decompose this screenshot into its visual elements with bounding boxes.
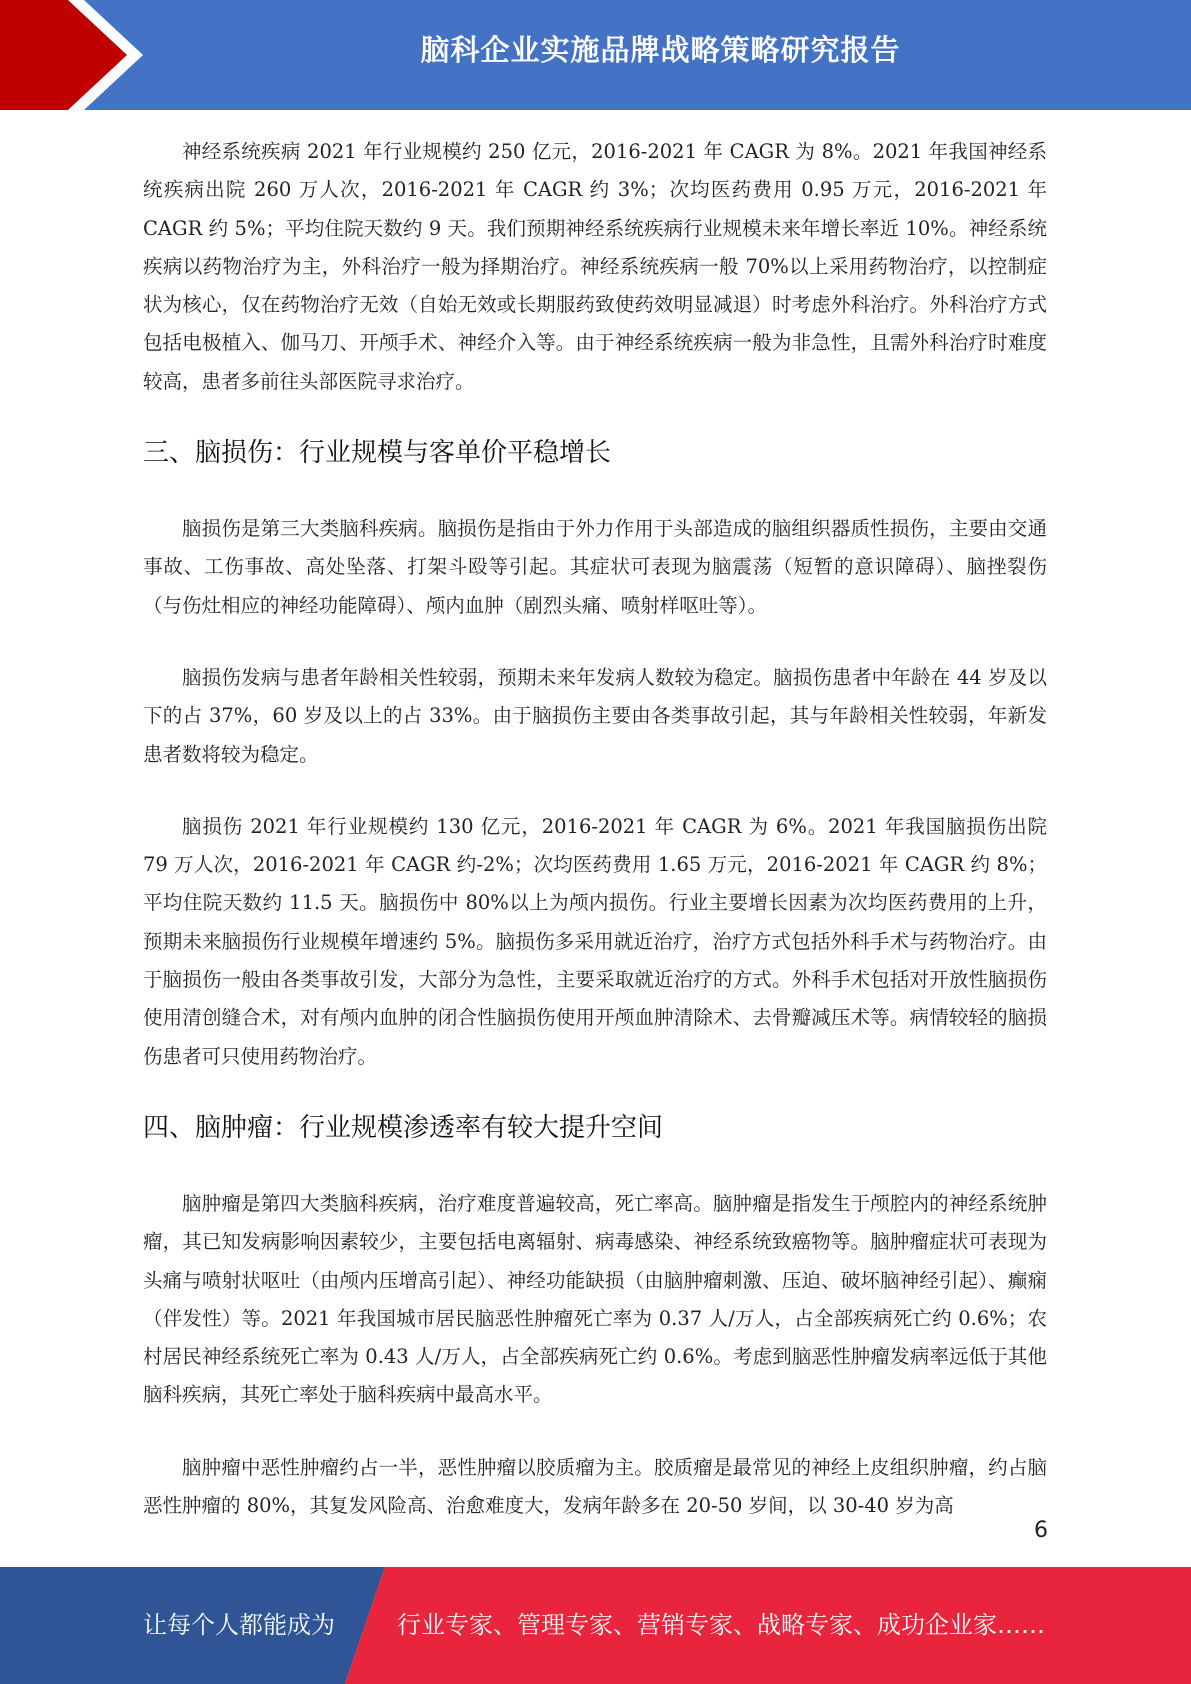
header-arrow-decoration [0, 0, 160, 110]
page-content [143, 133, 1047, 1525]
paragraph-neuro-market: 神经系统疾病 2021 年行业规模约 250 亿元，2016-2021 年 CAGR 为 8%。2021 年我国神经系统疾病出院 260 万人次，2016-2021 年 CAGR 约 3%；次均医药费用 0.95 万元，2016-2021 年 CAGR 约 5%；平均住院天数约 9 天。我们预期神经系统疾病行业规模未来年增长率近 10%。神经系统疾病以药物治疗为主，外科治疗一般为择期治疗。神经系统疾病一般 70%以上采用药物治疗，以控制症状为核心，仅在药物治疗无效（自始无效或长期服药致使药效明显减退）时考虑外科治疗。外科治疗方式包括电极植入、伽马刀、开颅手术、神经介入等。由于神经系统疾病一般为非急性，且需外科治疗时难度较高，患者多前往头部医院寻求治疗。 [143, 140, 1047, 393]
footer-banner [0, 1567, 1191, 1684]
paragraph-brain-injury-age: 脑损伤发病与患者年龄相关性较弱，预期未来年发病人数较为稳定。脑损伤患者中年龄在 44 岁及以下的占 37%，60 岁及以上的占 33%。由于脑损伤主要由各类事故引起，其与年龄相关性较弱，年新发患者数将较为稳定。 [143, 665, 1047, 766]
footer-slogan-left: 让每个人都能成为 [143, 1611, 335, 1639]
paragraph-brain-tumor-glioma: 脑肿瘤中恶性肿瘤约占一半，恶性肿瘤以胶质瘤为主。胶质瘤是最常见的神经上皮组织肿瘤，约占脑恶性肿瘤的 80%，其复发风险高、治愈难度大，发病年龄多在 20-50 岁间，以 30-40 岁为高 [143, 1455, 1047, 1518]
paragraph-brain-tumor-intro: 脑肿瘤是第四大类脑科疾病，治疗难度普遍较高，死亡率高。脑肿瘤是指发生于颅腔内的神经系统肿瘤，其已知发病影响因素较少，主要包括电离辐射、病毒感染、神经系统致癌物等。脑肿瘤症状可表现为头痛与喷射状呕吐（由颅内压增高引起）、神经功能缺损（由脑肿瘤刺激、压迫、破坏脑神经引起）、癫痫（伴发性）等。2021 年我国城市居民脑恶性肿瘤死亡率为 0.37 人/万人，占全部疾病死亡约 0.6%；农村居民神经系统死亡率为 0.43 人/万人，占全部疾病死亡约 0.6%。考虑到脑恶性肿瘤发病率远低于其他脑科疾病，其死亡率处于脑科疾病中最高水平。 [143, 1191, 1047, 1407]
section-heading-brain-tumor: 四、脑肿瘤：行业规模渗透率有较大提升空间 [143, 1112, 664, 1143]
section-heading-brain-injury: 三、脑损伤：行业规模与客单价平稳增长 [143, 438, 612, 469]
report-title: 脑科企业实施品牌战略策略研究报告 [420, 33, 901, 67]
page-number: 6 [1034, 1518, 1048, 1543]
header-bar [0, 0, 1191, 110]
paragraph-brain-injury-intro: 脑损伤是第三大类脑科疾病。脑损伤是指由于外力作用于头部造成的脑组织器质性损伤，主要由交通事故、工伤事故、高处坠落、打架斗殴等引起。其症状可表现为脑震荡（短暂的意识障碍）、脑挫裂伤（与伤灶相应的神经功能障碍）、颅内血肿（剧烈头痛、喷射样呕吐等）。 [143, 517, 1047, 617]
footer-slogan-right: 行业专家、管理专家、营销专家、战略专家、成功企业家…… [397, 1611, 1045, 1639]
paragraph-brain-injury-market: 脑损伤 2021 年行业规模约 130 亿元，2016-2021 年 CAGR 为 6%。2021 年我国脑损伤出院 79 万人次，2016-2021 年 CAGR 约-2%；次均医药费用 1.65 万元，2016-2021 年 CAGR 约 8%；平均住院天数约 11.5 天。脑损伤中 80%以上为颅内损伤。行业主要增长因素为次均医药费用的上升，预期未来脑损伤行业规模年增速约 5%。脑损伤多采用就近治疗，治疗方式包括外科手术与药物治疗。由于脑损伤一般由各类事故引发，大部分为急性，主要采取就近治疗的方式。外科手术包括对开放性脑损伤使用清创缝合术，对有颅内血肿的闭合性脑损伤使用开颅血肿清除术、去骨瓣减压术等。病情较轻的脑损伤患者可只使用药物治疗。 [143, 814, 1047, 1068]
